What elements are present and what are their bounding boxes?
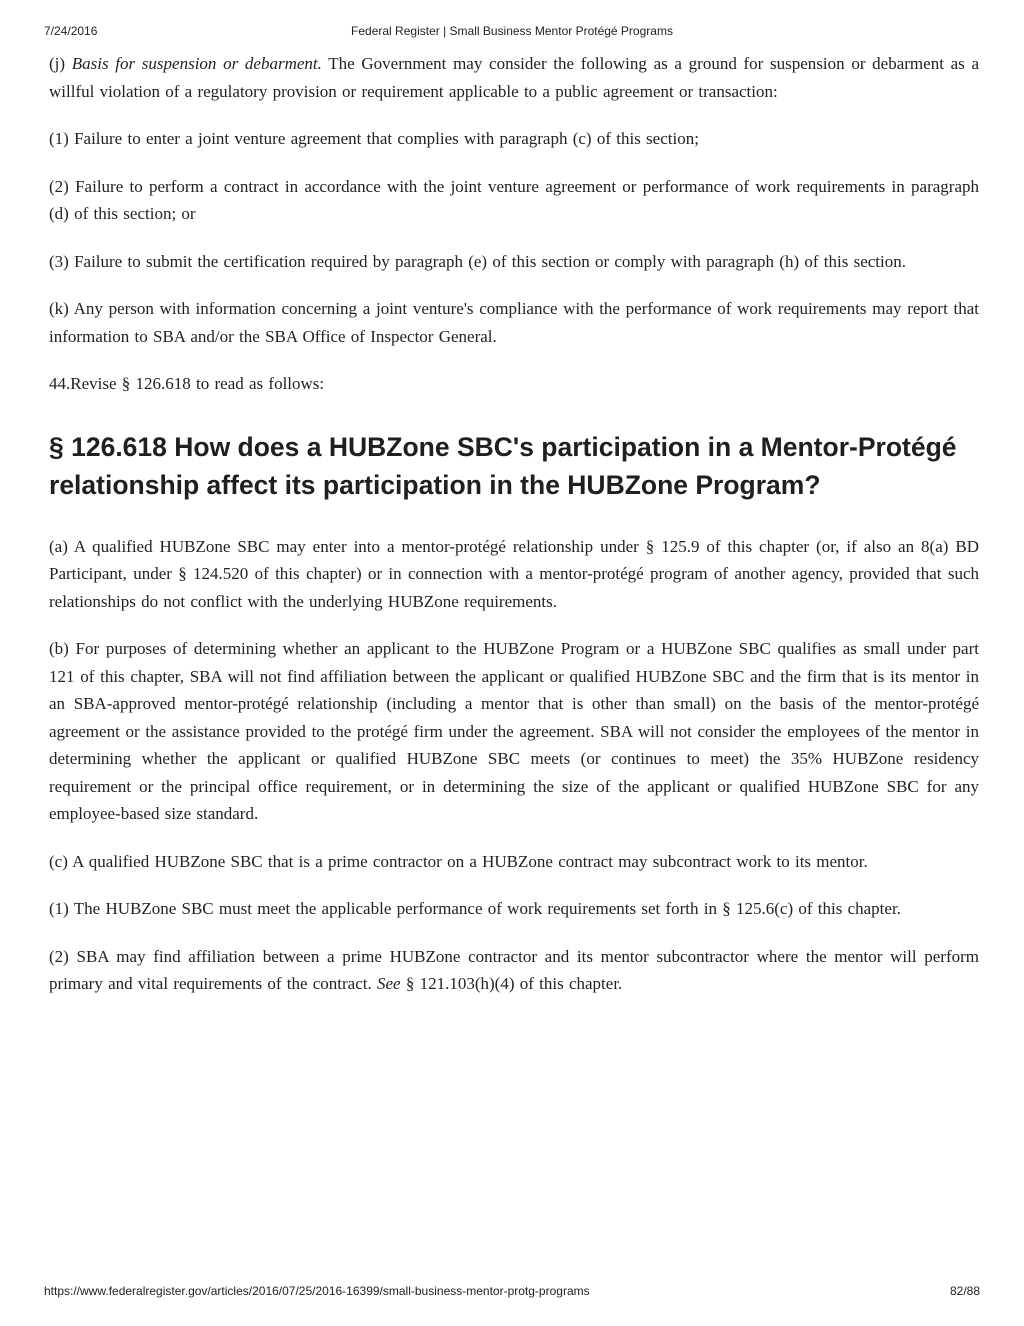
print-header <box>44 24 980 40</box>
paragraph-j-heading: Basis for suspension or debarment. <box>71 54 322 73</box>
document-body <box>49 50 979 1018</box>
paragraph-c2-citation: § 121.103(h)(4) of this chapter. <box>400 974 623 993</box>
paragraph-c2-text: (2) SBA may find affiliation between a prime HUBZone contractor and its mentor subcontractor where the mentor will perform primary and vital requirements of the contract. <box>49 946 979 993</box>
paragraph-j-text: The Government may consider the following as a ground for suspension or debarment as a willful violation of a regulatory provision or requirement applicable to a public agreement or transaction: <box>49 54 980 101</box>
paragraph-c: (c) A qualified HUBZone SBC that is a prime contractor on a HUBZone contract may subcontract work to its mentor. <box>49 851 868 871</box>
print-date: 7/24/2016 <box>44 24 98 38</box>
paragraph-c2 <box>49 943 979 998</box>
print-title: Federal Register | Small Business Mentor Protégé Programs <box>351 24 673 38</box>
paragraph-j3: (3) Failure to submit the certification required by paragraph (e) of this section or comply with paragraph (h) of this section. <box>49 251 906 271</box>
paragraph-a: (a) A qualified HUBZone SBC may enter into a mentor-protégé relationship under § 125.9 of this chapter (or, if also an 8(a) BD Participant, under § 124.520 of this chapter) or in connection with a mentor-protégé program of another agency, provided that such relationships do not conflict with the underlying HUBZone requirements. <box>49 536 979 611</box>
section-heading: § 126.618 How does a HUBZone SBC's participation in a Mentor-Protégé relationship affect its participation in the HUBZone Program? <box>49 431 957 500</box>
page-number: 82/88 <box>949 1284 980 1298</box>
paragraph-k: (k) Any person with information concerning a joint venture's compliance with the performance of work requirements may report that information to SBA and/or the SBA Office of Inspector General. <box>49 299 979 346</box>
print-footer <box>44 1284 980 1300</box>
paragraph-c1: (1) The HUBZone SBC must meet the applicable performance of work requirements set forth in § 125.6(c) of this chapter. <box>49 899 901 918</box>
paragraph-j <box>49 50 979 105</box>
amendment-instruction: 44.Revise § 126.618 to read as follows: <box>49 374 325 393</box>
paragraph-b: (b) For purposes of determining whether an applicant to the HUBZone Program or a HUBZone SBC qualifies as small under part 121 of this chapter, SBA will not find affiliation between the applicant or qualified HUBZone SBC and the firm that is its mentor in an SBA-approved mentor-protégé relationship (including a mentor that is other than small) on the basis of the mentor-protégé agreement or the assistance provided to the protégé firm under the agreement. SBA will not consider the employees of the mentor in determining whether the applicant or qualified HUBZone SBC meets (or continues to meet) the 35% HUBZone residency requirement or the principal office requirement, or in determining the size of the applicant or qualified HUBZone SBC for any employee-based size standard. <box>49 639 979 823</box>
paragraph-j-prefix: (j) <box>49 54 72 73</box>
paragraph-j1: (1) Failure to enter a joint venture agreement that complies with paragraph (c) of this section; <box>49 129 699 148</box>
paragraph-c2-see: See <box>377 974 401 993</box>
paragraph-j2: (2) Failure to perform a contract in accordance with the joint venture agreement or performance of work requirements in paragraph (d) of this section; or <box>49 176 979 223</box>
page-url: https://www.federalregister.gov/articles/2016/07/25/2016-16399/small-business-mentor-protg-programs <box>44 1284 590 1298</box>
